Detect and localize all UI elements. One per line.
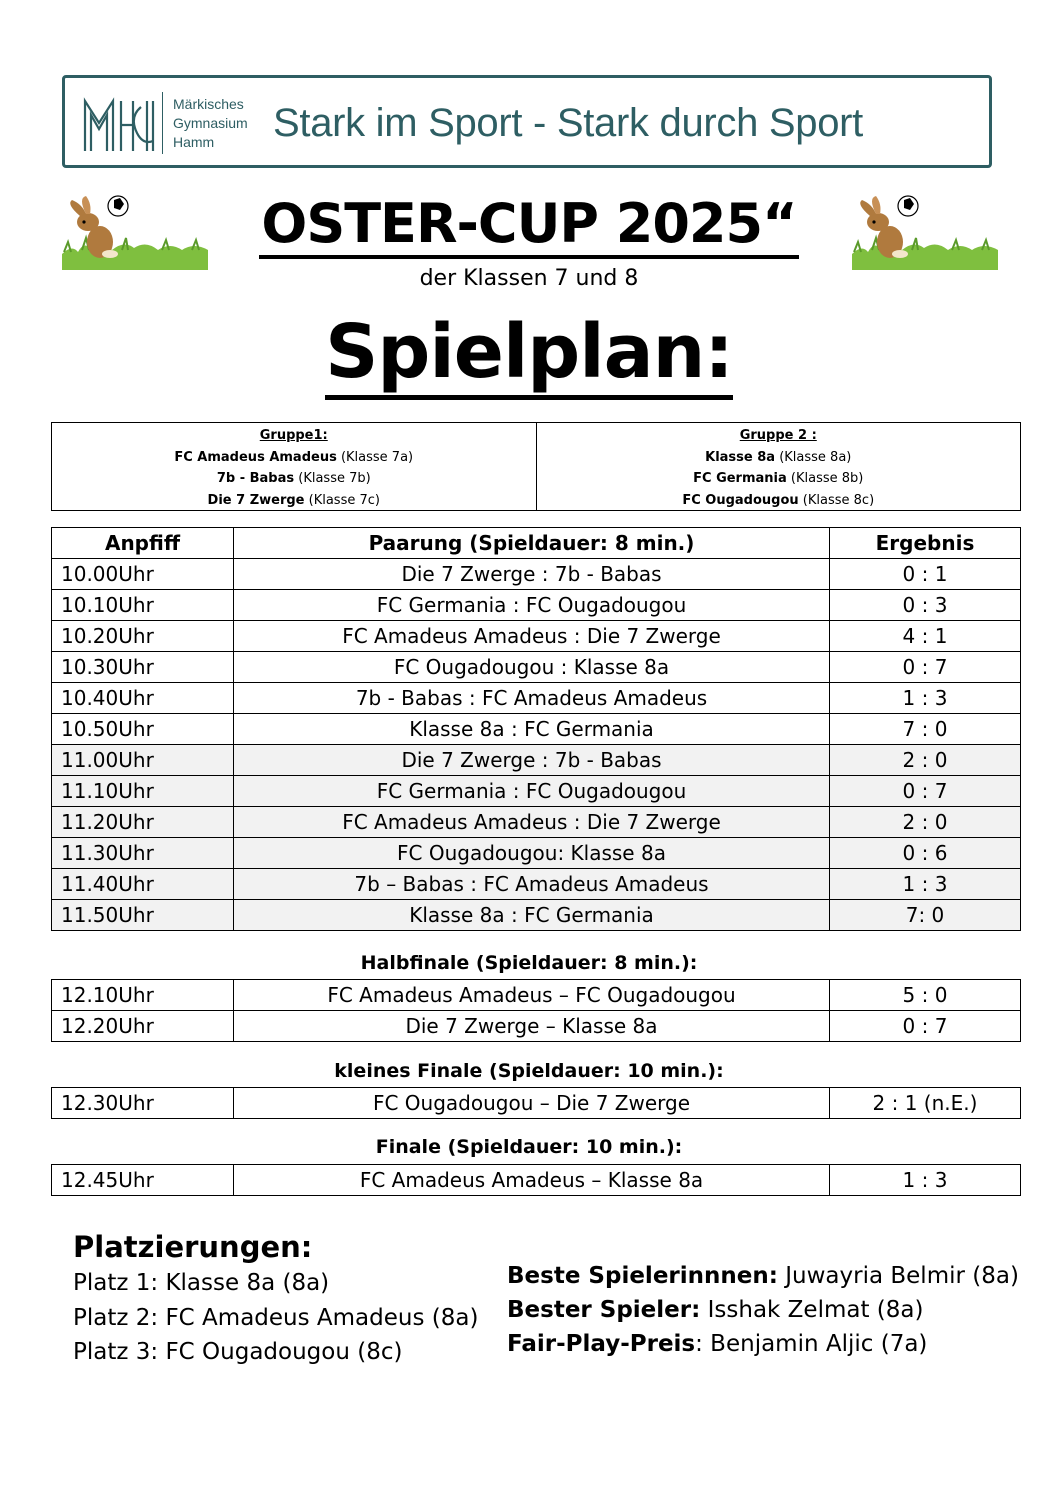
time-cell: 10.00Uhr — [52, 559, 234, 590]
result-cell: 0 : 1 — [830, 559, 1021, 590]
slogan: Stark im Sport - Stark durch Sport — [273, 101, 863, 145]
time-cell: 11.50Uhr — [52, 900, 234, 931]
match-cell: FC Ougadougou – Die 7 Zwerge — [234, 1088, 830, 1119]
time-cell: 10.10Uhr — [52, 590, 234, 621]
award-fair-play — [507, 1327, 1019, 1361]
final-title: Finale (Spieldauer: 10 min.): — [375, 1136, 683, 1158]
semifinal-table — [51, 979, 1021, 1042]
match-cell: FC Ougadougou: Klasse 8a — [234, 838, 830, 869]
table-row — [52, 869, 1021, 900]
time-cell: 12.45Uhr — [52, 1165, 234, 1196]
table-row — [52, 1011, 1021, 1042]
school-name-line: Hamm — [173, 134, 215, 150]
award-best-female — [507, 1259, 1019, 1293]
table-row — [52, 900, 1021, 931]
group-team — [52, 468, 536, 490]
logo-divider — [162, 92, 163, 154]
result-cell: 0 : 7 — [830, 652, 1021, 683]
header-banner — [62, 75, 992, 168]
time-cell: 10.20Uhr — [52, 621, 234, 652]
school-name-line: Märkisches — [173, 96, 244, 112]
semifinal-title: Halbfinale (Spieldauer: 8 min.): — [360, 952, 698, 974]
table-row — [52, 621, 1021, 652]
ranking-place: Platz 1: Klasse 8a (8a) — [73, 1270, 330, 1296]
time-cell: 12.30Uhr — [52, 1088, 234, 1119]
page-title-text: OSTER-CUP 2025“ — [259, 192, 798, 259]
team-name: FC Amadeus Amadeus — [174, 449, 337, 465]
final-table — [51, 1164, 1021, 1196]
ranking-place: Platz 3: FC Ougadougou (8c) — [73, 1339, 403, 1365]
school-name — [173, 95, 248, 152]
time-cell: 12.10Uhr — [52, 980, 234, 1011]
table-row — [52, 1165, 1021, 1196]
match-cell: Klasse 8a : FC Germania — [234, 714, 830, 745]
match-cell: 7b - Babas : FC Amadeus Amadeus — [234, 683, 830, 714]
match-cell: FC Germania : FC Ougadougou — [234, 590, 830, 621]
table-row — [52, 559, 1021, 590]
table-row — [52, 807, 1021, 838]
time-cell: 11.20Uhr — [52, 807, 234, 838]
award-best-male — [507, 1293, 1019, 1327]
time-cell: 12.20Uhr — [52, 1011, 234, 1042]
result-cell: 1 : 3 — [830, 683, 1021, 714]
time-cell: 11.30Uhr — [52, 838, 234, 869]
match-cell: Klasse 8a : FC Germania — [234, 900, 830, 931]
small-final-table — [51, 1087, 1021, 1119]
time-cell: 10.50Uhr — [52, 714, 234, 745]
result-cell: 7 : 0 — [830, 714, 1021, 745]
result-cell: 7: 0 — [830, 900, 1021, 931]
group-team — [537, 490, 1021, 512]
table-row — [52, 590, 1021, 621]
match-cell: FC Ougadougou : Klasse 8a — [234, 652, 830, 683]
school-name-line: Gymnasium — [173, 115, 248, 131]
schedule-table — [51, 527, 1021, 931]
time-cell: 11.40Uhr — [52, 869, 234, 900]
match-cell: Die 7 Zwerge : 7b - Babas — [234, 745, 830, 776]
result-cell: 5 : 0 — [830, 980, 1021, 1011]
time-cell: 10.40Uhr — [52, 683, 234, 714]
table-row — [52, 776, 1021, 807]
school-logo-icon — [81, 93, 157, 155]
result-cell: 2 : 1 (n.E.) — [830, 1088, 1021, 1119]
table-row — [52, 1088, 1021, 1119]
group-1 — [52, 423, 536, 510]
team-class: (Klasse 8c) — [798, 492, 875, 508]
team-name: Klasse 8a — [705, 449, 776, 465]
time-cell: 10.30Uhr — [52, 652, 234, 683]
groups-box — [51, 422, 1021, 511]
schedule-heading — [0, 310, 1058, 394]
team-class: (Klasse 7a) — [336, 449, 414, 465]
result-cell: 0 : 7 — [830, 1011, 1021, 1042]
ranking-place: Platz 2: FC Amadeus Amadeus (8a) — [73, 1304, 479, 1331]
award-value: : Benjamin Aljic (7a) — [695, 1331, 928, 1357]
match-cell: FC Amadeus Amadeus – Klasse 8a — [234, 1165, 830, 1196]
match-cell: FC Amadeus Amadeus : Die 7 Zwerge — [234, 807, 830, 838]
result-cell: 1 : 3 — [830, 869, 1021, 900]
awards — [507, 1259, 1019, 1361]
match-cell: FC Amadeus Amadeus – FC Ougadougou — [234, 980, 830, 1011]
award-label: Bester Spieler: — [507, 1297, 701, 1323]
column-header-match: Paarung (Spieldauer: 8 min.) — [234, 528, 830, 559]
team-class: (Klasse 7c) — [304, 492, 380, 508]
time-cell: 11.10Uhr — [52, 776, 234, 807]
match-cell: Die 7 Zwerge – Klasse 8a — [234, 1011, 830, 1042]
result-cell: 0 : 3 — [830, 590, 1021, 621]
rankings-title: Platzierungen: — [73, 1230, 313, 1264]
team-class: (Klasse 7b) — [294, 471, 371, 486]
award-label: Fair-Play-Preis — [507, 1331, 696, 1357]
page-title — [0, 193, 1058, 255]
match-cell: FC Germania : FC Ougadougou — [234, 776, 830, 807]
table-header-row — [52, 528, 1021, 559]
team-name: FC Ougadougou — [682, 492, 799, 508]
group-title: Gruppe1: — [259, 428, 328, 443]
group-team — [537, 468, 1021, 490]
small-final-title: kleines Finale (Spieldauer: 10 min.): — [334, 1060, 724, 1082]
group-team — [537, 447, 1021, 469]
column-header-result: Ergebnis — [830, 528, 1021, 559]
rankings — [73, 1228, 478, 1370]
table-row — [52, 683, 1021, 714]
table-row — [52, 745, 1021, 776]
schedule-heading-text: Spielplan: — [325, 309, 733, 400]
award-label: Beste Spielerinnnen: — [507, 1263, 778, 1289]
team-name: FC Germania — [693, 471, 787, 486]
group-title: Gruppe 2 : — [739, 428, 817, 443]
team-class: (Klasse 8b) — [786, 471, 864, 486]
group-team — [52, 447, 536, 469]
team-class: (Klasse 8a) — [775, 449, 852, 465]
table-row — [52, 838, 1021, 869]
match-cell: Die 7 Zwerge : 7b - Babas — [234, 559, 830, 590]
team-name: 7b - Babas — [216, 471, 295, 486]
match-cell: 7b – Babas : FC Amadeus Amadeus — [234, 869, 830, 900]
group-2 — [536, 423, 1021, 510]
group-team — [52, 490, 536, 512]
match-cell: FC Amadeus Amadeus : Die 7 Zwerge — [234, 621, 830, 652]
time-cell: 11.00Uhr — [52, 745, 234, 776]
result-cell: 0 : 6 — [830, 838, 1021, 869]
award-value: Juwayria Belmir (8a) — [777, 1263, 1019, 1289]
table-row — [52, 652, 1021, 683]
table-row — [52, 980, 1021, 1011]
team-name: Die 7 Zwerge — [207, 492, 305, 508]
award-value: Isshak Zelmat (8a) — [700, 1297, 924, 1323]
result-cell: 1 : 3 — [830, 1165, 1021, 1196]
result-cell: 2 : 0 — [830, 745, 1021, 776]
page-subtitle: der Klassen 7 und 8 — [419, 266, 639, 291]
result-cell: 4 : 1 — [830, 621, 1021, 652]
result-cell: 2 : 0 — [830, 807, 1021, 838]
result-cell: 0 : 7 — [830, 776, 1021, 807]
table-row — [52, 714, 1021, 745]
column-header-time: Anpfiff — [52, 528, 234, 559]
